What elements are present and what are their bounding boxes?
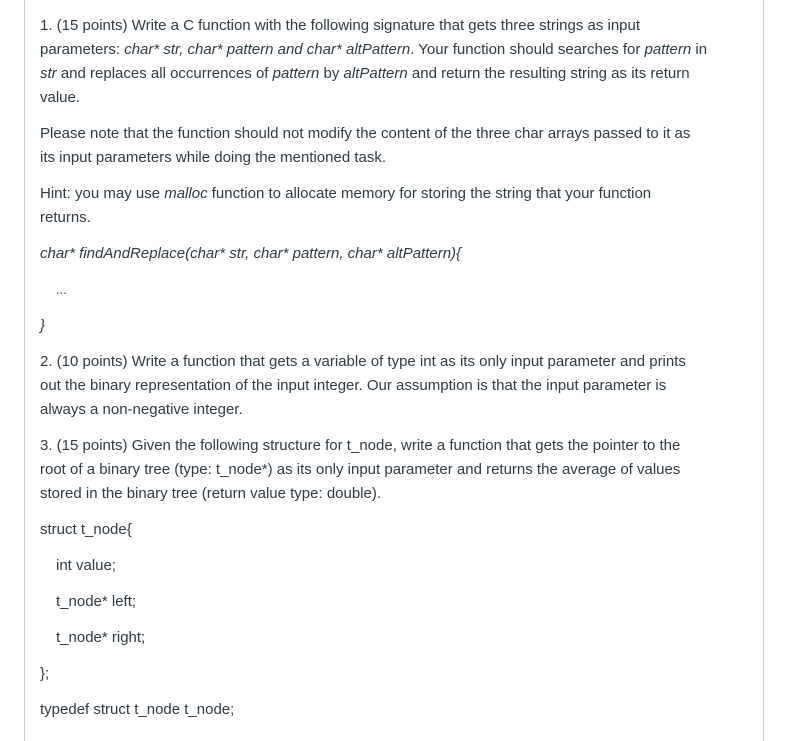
q1-hint-text: function to allocate memory for storing the string that your function — [207, 185, 652, 202]
q1-hint-line-1 — [40, 184, 651, 204]
q1-function-signature: char* findAndReplace(char* str, char* pattern, char* altPattern){ — [40, 245, 462, 262]
q3-field-right: t_node* right; — [56, 629, 146, 646]
q1-text: by — [319, 65, 344, 82]
q1-hint-line-2: returns. — [40, 209, 91, 226]
q3-struct-close: }; — [40, 665, 50, 682]
q1-line-4 — [40, 88, 80, 108]
q3-line-2: root of a binary tree (type: t_node*) as its only input parameter and returns the average of values — [40, 461, 681, 478]
q1-note-line-2: its input parameters while doing the mentioned task. — [40, 149, 387, 166]
q1-text: 1. (15 points) Write a C function with the following signature that gets three strings as input — [40, 17, 641, 34]
q1-altpattern-italic: altPattern — [343, 65, 408, 82]
q1-pattern-italic: pattern — [644, 41, 692, 58]
q1-malloc-italic: malloc — [164, 185, 208, 202]
q1-note-line-1: Please note that the function should not modify the content of the three char arrays passed to it as — [40, 125, 691, 142]
q1-text: and replaces all occurrences of — [56, 65, 273, 82]
q1-line-3 — [40, 64, 690, 84]
q3-struct-open: struct t_node{ — [40, 521, 132, 538]
q1-parameters-italic: char* str, char* pattern and char* altPattern — [124, 41, 411, 58]
q1-str-italic: str — [40, 65, 57, 82]
q1-line-2 — [40, 40, 707, 60]
q1-ellipsis: ... — [56, 282, 67, 297]
q2-line-3: always a non-negative integer. — [40, 401, 243, 418]
q3-line-3: stored in the binary tree (return value type: double). — [40, 485, 382, 502]
q3-field-left: t_node* left; — [56, 593, 137, 610]
q1-hint-text: Hint: you may use — [40, 185, 165, 202]
q1-text: and return the resulting string as its return — [407, 65, 690, 82]
q2-line-1: 2. (10 points) Write a function that gets a variable of type int as its only input parameter and prints — [40, 353, 686, 370]
q3-line-1: 3. (15 points) Given the following structure for t_node, write a function that gets the pointer to the — [40, 437, 681, 454]
q1-text: value. — [40, 89, 81, 106]
q3-typedef: typedef struct t_node t_node; — [40, 701, 235, 718]
q1-pattern-italic: pattern — [272, 65, 320, 82]
q1-text: in — [691, 41, 708, 58]
q1-text: . Your function should searches for — [410, 41, 645, 58]
q1-text: parameters: — [40, 41, 125, 58]
q2-line-2: out the binary representation of the input integer. Our assumption is that the input parameter is — [40, 377, 667, 394]
q1-line-1 — [40, 16, 640, 36]
q3-field-value: int value; — [56, 557, 117, 574]
q1-closing-brace: } — [40, 317, 46, 334]
